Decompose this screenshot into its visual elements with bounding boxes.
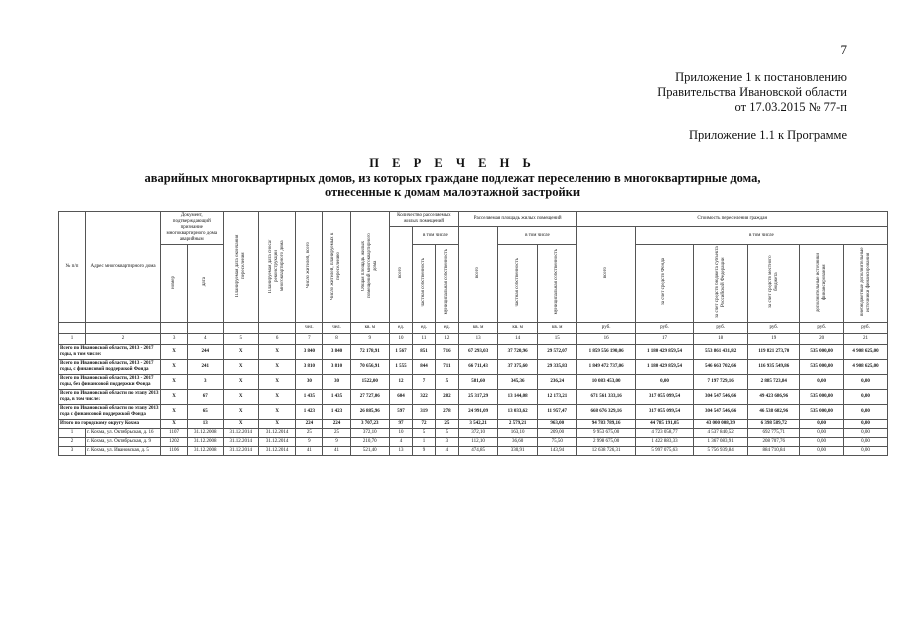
summary-cell: 3 840: [323, 345, 350, 360]
summary-cell: 1 555: [390, 360, 413, 375]
summary-cell: 304 547 546,66: [694, 405, 748, 420]
header-cost-incl: в том числе: [635, 227, 887, 245]
summary-cell: 236,24: [537, 375, 577, 390]
house-cell: 208 707,76: [748, 438, 800, 447]
summary-cell: 13 144,08: [498, 390, 538, 405]
summary-cell: 3: [188, 375, 223, 390]
summary-row: [59, 405, 888, 420]
unit-cell: кв. м: [537, 323, 577, 334]
summary-cell: 1 423: [323, 405, 350, 420]
house-cell: 210,70: [350, 438, 390, 447]
house-cell: 31.12.2008: [188, 438, 223, 447]
unit-cell: руб.: [844, 323, 888, 334]
house-cell: 41: [296, 447, 323, 456]
summary-cell: X: [223, 345, 258, 360]
summary-cell: 25 317,29: [458, 390, 498, 405]
summary-cell: 3 542,21: [458, 420, 498, 429]
appendix-header: [657, 70, 847, 115]
appendix-line: Приложение 1 к постановлению: [675, 70, 847, 84]
house-cell: 4: [435, 447, 458, 456]
summary-cell: 535 000,00: [800, 390, 844, 405]
column-number: 6: [258, 334, 295, 345]
summary-cell: 282: [435, 390, 458, 405]
header-cost-total: всего: [577, 227, 635, 323]
appendix-program: Приложение 1.1 к Программе: [689, 128, 847, 142]
summary-cell: 37 720,96: [498, 345, 538, 360]
summary-cell: X: [223, 405, 258, 420]
summary-cell: 119 821 273,70: [748, 345, 800, 360]
house-cell: 163,10: [498, 429, 538, 438]
header-residents: Число жителей, всего: [296, 212, 323, 323]
house-cell: 1 367 083,91: [694, 438, 748, 447]
house-cell: 31.12.2008: [188, 429, 223, 438]
house-row: [59, 429, 888, 438]
summary-cell: 7 197 729,16: [694, 375, 748, 390]
summary-cell: 11 957,47: [537, 405, 577, 420]
summary-cell: X: [223, 360, 258, 375]
summary-cell: 7: [412, 375, 435, 390]
summary-cell: 12 173,21: [537, 390, 577, 405]
summary-cell: X: [258, 390, 295, 405]
summary-cell: 535 000,00: [800, 405, 844, 420]
summary-cell: X: [161, 405, 188, 420]
header-area-incl: в том числе: [498, 227, 577, 245]
summary-cell: 4 908 625,00: [844, 345, 888, 360]
summary-cell: 13 033,62: [498, 405, 538, 420]
column-number: 20: [800, 334, 844, 345]
summary-cell: X: [161, 375, 188, 390]
summary-rows: [59, 345, 888, 429]
summary-cell: 535 000,00: [800, 345, 844, 360]
summary-cell: 0,00: [635, 375, 693, 390]
summary-cell: 1 567: [390, 345, 413, 360]
summary-cell: 597: [390, 405, 413, 420]
unit-cell: кв. м: [350, 323, 390, 334]
header-residents-plan: Число жителей, планируемых к переселению: [323, 212, 350, 323]
summary-cell: 25: [435, 420, 458, 429]
unit-cell: руб.: [577, 323, 635, 334]
summary-cell: 553 861 431,82: [694, 345, 748, 360]
summary-cell: 1 435: [296, 390, 323, 405]
house-no: 2: [59, 438, 86, 447]
house-address: г. Кохма, ул. Октябрьская, д. 16: [86, 429, 161, 438]
header-address: Адрес многоквартирного дома: [86, 212, 161, 323]
header-doc: Документ, подтверждающий признание многоквартирного дома аварийным: [161, 212, 223, 245]
house-cell: 9: [323, 438, 350, 447]
summary-cell: 3 840: [296, 345, 323, 360]
appendix-line: от 17.03.2015 № 77-п: [734, 100, 847, 114]
column-number: 2: [86, 334, 161, 345]
summary-cell: X: [161, 390, 188, 405]
header-rooms-count: Количество расселяемых жилых помещений: [390, 212, 459, 227]
house-cell: 1 422 883,33: [635, 438, 693, 447]
summary-cell: 2 579,21: [498, 420, 538, 429]
summary-cell: 49 423 686,96: [748, 390, 800, 405]
unit-cell: ед.: [390, 323, 413, 334]
house-cell: 31.12.2014: [258, 438, 295, 447]
page-number: 7: [840, 42, 847, 57]
summary-cell: X: [223, 390, 258, 405]
summary-cell: 535 000,00: [800, 360, 844, 375]
summary-cell: 1 180 429 859,54: [635, 360, 693, 375]
header-cost: Стоимость переселения граждан: [577, 212, 888, 227]
house-address: г. Кохма, ул. Октябрьская, д. 9: [86, 438, 161, 447]
header-cost-extra2: внебюджетные дополнительные источники финансирования: [844, 245, 888, 323]
summary-cell: 322: [412, 390, 435, 405]
column-number: 9: [350, 334, 390, 345]
column-number: 7: [296, 334, 323, 345]
unit-cell: руб.: [694, 323, 748, 334]
header-no: № п/п: [59, 212, 86, 323]
summary-label: Всего по Ивановской области, 2013 - 2017 годы, без финансовой поддержки Фонда: [59, 375, 161, 390]
summary-cell: 0,00: [844, 420, 888, 429]
column-numbers-row: [59, 334, 888, 345]
summary-cell: 546 663 702,66: [694, 360, 748, 375]
summary-cell: 671 561 333,16: [577, 390, 635, 405]
unit-cell: руб.: [635, 323, 693, 334]
summary-cell: 0,00: [844, 375, 888, 390]
house-cell: 0,00: [844, 447, 888, 456]
summary-cell: X: [258, 360, 295, 375]
summary-cell: X: [223, 420, 258, 429]
header-area-municipal: муниципальная собственность: [537, 245, 577, 323]
unit-cell: чел.: [323, 323, 350, 334]
house-cell: 9: [412, 447, 435, 456]
house-cell: 3: [435, 438, 458, 447]
house-cell: 372,10: [350, 429, 390, 438]
column-number: 21: [844, 334, 888, 345]
house-cell: 0,00: [800, 438, 844, 447]
header-cost-regional: за счет средств бюджета субъекта Российской Федерации: [694, 245, 748, 323]
summary-cell: X: [258, 405, 295, 420]
units-row: [59, 323, 888, 334]
house-cell: 12 638 726,31: [577, 447, 635, 456]
summary-cell: X: [161, 345, 188, 360]
house-rows: [59, 429, 888, 456]
house-cell: 692 775,71: [748, 429, 800, 438]
house-cell: 0,00: [800, 429, 844, 438]
house-cell: 36,60: [498, 438, 538, 447]
column-number: 15: [537, 334, 577, 345]
house-cell: 9: [296, 438, 323, 447]
house-cell: 474,85: [458, 447, 498, 456]
house-cell: 1106: [161, 447, 188, 456]
house-cell: 1202: [161, 438, 188, 447]
summary-cell: 94 783 789,16: [577, 420, 635, 429]
summary-cell: 1 435: [323, 390, 350, 405]
summary-cell: 1 423: [296, 405, 323, 420]
house-cell: 25: [323, 429, 350, 438]
house-cell: 31.12.2014: [223, 447, 258, 456]
house-cell: 31.12.2008: [188, 447, 223, 456]
summary-cell: 0,00: [800, 420, 844, 429]
summary-cell: 30: [296, 375, 323, 390]
summary-cell: X: [161, 360, 188, 375]
house-cell: 4: [390, 438, 413, 447]
summary-label: Всего по Ивановской области, 2013 - 2017 годы, с финансовой поддержкой Фонда: [59, 360, 161, 375]
summary-cell: 13: [188, 420, 223, 429]
house-cell: 209,00: [537, 429, 577, 438]
summary-cell: 1522,00: [350, 375, 390, 390]
column-number: 1: [59, 334, 86, 345]
column-number: 11: [412, 334, 435, 345]
summary-cell: 244: [188, 345, 223, 360]
header-rooms-area: Расселяемая площадь жилых помещений: [458, 212, 577, 227]
header-cost-local: за счет средств местного бюджета: [748, 245, 800, 323]
house-cell: 31.12.2014: [223, 429, 258, 438]
summary-cell: 72: [412, 420, 435, 429]
summary-cell: 3 707,23: [350, 420, 390, 429]
summary-cell: 37 375,60: [498, 360, 538, 375]
summary-cell: 67 293,03: [458, 345, 498, 360]
house-cell: 5: [435, 429, 458, 438]
summary-cell: 278: [435, 405, 458, 420]
document-title: П Е Р Е Ч Е Н Ь: [369, 156, 536, 170]
summary-cell: 317 055 099,54: [635, 390, 693, 405]
summary-cell: 27 727,06: [350, 390, 390, 405]
summary-row: [59, 390, 888, 405]
summary-cell: 581,60: [458, 375, 498, 390]
header-rooms-municipal: муниципальная собственность: [435, 245, 458, 323]
unit-cell: чел.: [296, 323, 323, 334]
summary-cell: 3 810: [296, 360, 323, 375]
summary-label: Итого по городскому округу Кохма: [59, 420, 161, 429]
house-cell: 1: [412, 438, 435, 447]
column-number: 12: [435, 334, 458, 345]
column-number: 5: [223, 334, 258, 345]
house-cell: 5 756 939,84: [694, 447, 748, 456]
summary-cell: 72 178,91: [350, 345, 390, 360]
column-number: 17: [635, 334, 693, 345]
house-cell: 31.12.2014: [223, 438, 258, 447]
summary-cell: 97: [390, 420, 413, 429]
summary-cell: 304 547 546,66: [694, 390, 748, 405]
summary-cell: 30: [323, 375, 350, 390]
house-cell: 4 537 840,52: [694, 429, 748, 438]
houses-table: [58, 211, 888, 456]
header-cost-extra: дополнительные источники финансирования: [800, 245, 844, 323]
summary-cell: 10 083 453,00: [577, 375, 635, 390]
header-area-private: частная собственность: [498, 245, 538, 323]
summary-cell: 4 908 625,00: [844, 360, 888, 375]
house-address: г. Кохма, ул. Ивановская, д. 5: [86, 447, 161, 456]
summary-cell: 241: [188, 360, 223, 375]
unit-cell: руб.: [748, 323, 800, 334]
header-area-total-2: всего: [458, 227, 498, 323]
summary-cell: X: [161, 420, 188, 429]
unit-cell: ед.: [435, 323, 458, 334]
house-cell: 1107: [161, 429, 188, 438]
house-cell: 13: [390, 447, 413, 456]
column-number: 18: [694, 334, 748, 345]
summary-cell: 6 398 589,72: [748, 420, 800, 429]
summary-cell: 24 991,09: [458, 405, 498, 420]
summary-cell: 604: [390, 390, 413, 405]
document-subtitle-2: отнесенные к домам малоэтажной застройки: [324, 185, 581, 199]
summary-cell: 0,00: [800, 375, 844, 390]
house-cell: 31.12.2014: [258, 429, 295, 438]
column-number: 8: [323, 334, 350, 345]
header-rooms-total: всего: [390, 227, 413, 323]
summary-row: [59, 345, 888, 360]
summary-row: [59, 375, 888, 390]
summary-label: Всего по Ивановской области по этапу 2013 года, в том числе:: [59, 390, 161, 405]
appendix-line: Правительства Ивановской области: [657, 85, 847, 99]
header-row-1: [59, 212, 888, 227]
house-cell: 41: [323, 447, 350, 456]
house-cell: 0,00: [800, 447, 844, 456]
column-number: 3: [161, 334, 188, 345]
house-cell: 10: [390, 429, 413, 438]
column-number: 10: [390, 334, 413, 345]
house-cell: 4 723 058,77: [635, 429, 693, 438]
summary-cell: 116 935 549,86: [748, 360, 800, 375]
summary-cell: 66 711,43: [458, 360, 498, 375]
house-no: 3: [59, 447, 86, 456]
summary-cell: 46 538 682,96: [748, 405, 800, 420]
summary-cell: 716: [435, 345, 458, 360]
summary-cell: 1 849 472 737,06: [577, 360, 635, 375]
summary-cell: 224: [323, 420, 350, 429]
column-number: 14: [498, 334, 538, 345]
house-cell: 5 997 075,63: [635, 447, 693, 456]
header-doc-date: дата: [188, 245, 223, 323]
summary-row: [59, 420, 888, 429]
summary-label: Всего по Ивановской области, 2013 - 2017 годы, в том числе:: [59, 345, 161, 360]
house-cell: 9 953 675,00: [577, 429, 635, 438]
summary-cell: X: [258, 345, 295, 360]
unit-cell: руб.: [800, 323, 844, 334]
summary-cell: 29 572,07: [537, 345, 577, 360]
header-rooms-private: частная собственность: [412, 245, 435, 323]
house-cell: 0,00: [844, 438, 888, 447]
summary-cell: 963,00: [537, 420, 577, 429]
summary-cell: 1 859 556 190,06: [577, 345, 635, 360]
summary-cell: 43 000 008,39: [694, 420, 748, 429]
column-number: 4: [188, 334, 223, 345]
house-cell: 0,00: [844, 429, 888, 438]
house-cell: 521,40: [350, 447, 390, 456]
summary-cell: 65: [188, 405, 223, 420]
summary-cell: 0,00: [844, 405, 888, 420]
house-row: [59, 438, 888, 447]
summary-cell: 67: [188, 390, 223, 405]
summary-cell: 29 335,83: [537, 360, 577, 375]
house-cell: 884 710,84: [748, 447, 800, 456]
house-cell: 330,91: [498, 447, 538, 456]
house-row: [59, 447, 888, 456]
summary-cell: 851: [412, 345, 435, 360]
summary-cell: 26 885,96: [350, 405, 390, 420]
summary-cell: 319: [412, 405, 435, 420]
summary-cell: 668 676 329,16: [577, 405, 635, 420]
summary-cell: 12: [390, 375, 413, 390]
column-number: 13: [458, 334, 498, 345]
column-number: 19: [748, 334, 800, 345]
summary-label: Всего по Ивановской области по этапу 2013 года с финансовой поддержкой Фонда: [59, 405, 161, 420]
house-cell: 2 998 675,00: [577, 438, 635, 447]
summary-cell: 44 785 191,05: [635, 420, 693, 429]
house-cell: 5: [412, 429, 435, 438]
summary-cell: X: [258, 375, 295, 390]
house-no: 1: [59, 429, 86, 438]
summary-cell: 0,00: [844, 390, 888, 405]
document-subtitle: аварийных многоквартирных домов, из которых граждане подлежат переселению в многоквартирные дома,: [144, 171, 761, 185]
house-cell: 143,94: [537, 447, 577, 456]
header-rooms-incl: в том числе: [412, 227, 458, 245]
summary-cell: 3 810: [323, 360, 350, 375]
unit-cell: кв. м: [458, 323, 498, 334]
header-planned-demolish: Планируемая дата сноса/реконструкции многоквартирного дома: [258, 212, 295, 323]
summary-cell: 5: [435, 375, 458, 390]
header-cost-fund: за счет средств Фонда: [635, 245, 693, 323]
header-doc-num: номер: [161, 245, 188, 323]
house-cell: 112,10: [458, 438, 498, 447]
house-cell: 25: [296, 429, 323, 438]
summary-cell: 70 656,91: [350, 360, 390, 375]
house-cell: 31.12.2014: [258, 447, 295, 456]
summary-cell: 2 885 723,84: [748, 375, 800, 390]
house-cell: 75,50: [537, 438, 577, 447]
header-planned-end: Планируемая дата окончания переселения: [223, 212, 258, 323]
summary-cell: X: [258, 420, 295, 429]
summary-cell: 224: [296, 420, 323, 429]
summary-cell: X: [223, 375, 258, 390]
column-number: 16: [577, 334, 635, 345]
header-area-total: Общая площадь жилых помещений многоквартирного дома: [350, 212, 390, 323]
unit-cell: кв. м: [498, 323, 538, 334]
summary-cell: 317 055 099,54: [635, 405, 693, 420]
summary-cell: 345,36: [498, 375, 538, 390]
summary-cell: 711: [435, 360, 458, 375]
summary-cell: 844: [412, 360, 435, 375]
summary-row: [59, 360, 888, 375]
summary-cell: 1 180 429 859,54: [635, 345, 693, 360]
unit-cell: ед.: [412, 323, 435, 334]
house-cell: 372,10: [458, 429, 498, 438]
